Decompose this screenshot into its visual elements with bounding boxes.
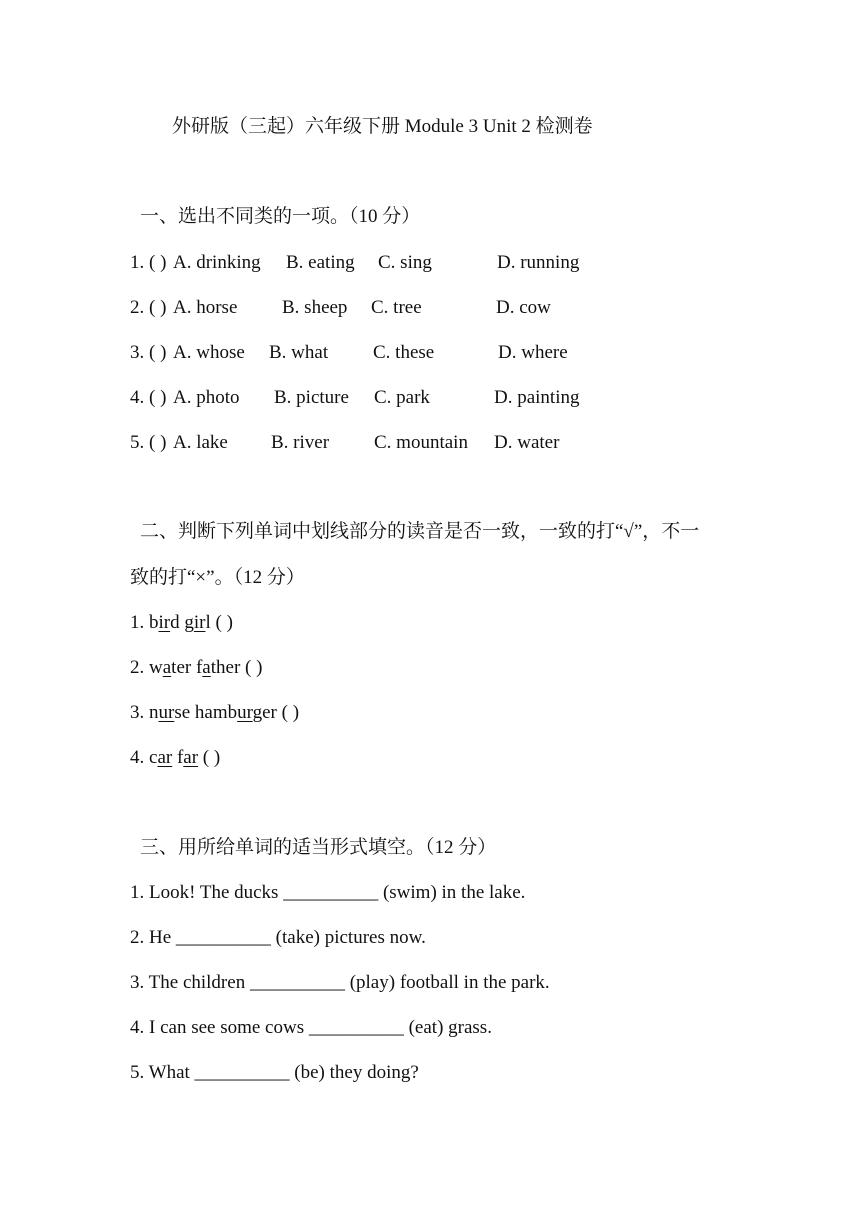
question-number: 2. ( ): [130, 297, 167, 318]
underlined-part: ur: [237, 702, 253, 723]
underlined-part: a: [202, 657, 211, 678]
option-c: C. these: [373, 342, 435, 363]
text-part: l ( ): [205, 612, 233, 633]
text-part: ger ( ): [252, 702, 300, 723]
section3-heading: 三、用所给单词的适当形式填空。（12 分）: [140, 837, 497, 858]
option-a: A. whose: [173, 342, 245, 363]
option-c: C. tree: [371, 297, 422, 318]
text-part: 2. w: [130, 657, 163, 678]
option-b: B. what: [269, 342, 329, 363]
text-part: ( ): [198, 747, 221, 768]
underlined-part: ir: [158, 612, 171, 633]
question-row: [130, 431, 730, 575]
section2-heading-line1: 二、判断下列单词中划线部分的读音是否一致，一致的打“√”，不一: [140, 521, 700, 542]
option-b: B. picture: [274, 387, 349, 408]
option-a: A. horse: [173, 297, 238, 318]
question-number: 4. ( ): [130, 387, 167, 408]
question-number: 5. ( ): [130, 432, 167, 453]
underlined-part: a: [162, 657, 172, 678]
list-item: 3. The children __________ (play) football in the park.: [130, 972, 550, 993]
list-item: [130, 746, 220, 770]
list-item: [130, 701, 299, 725]
list-item: [130, 656, 262, 680]
underlined-part: ir: [193, 612, 206, 633]
underlined-part: ar: [183, 747, 199, 768]
option-d: D. cow: [496, 297, 551, 318]
text-part: se hamb: [174, 702, 238, 723]
list-item: 2. He __________ (take) pictures now.: [130, 927, 426, 948]
option-d: D. where: [498, 342, 568, 363]
option-b: B. river: [271, 432, 330, 453]
option-c: C. mountain: [374, 432, 468, 453]
text-part: 4. c: [130, 747, 158, 768]
option-a: A. lake: [173, 432, 228, 453]
option-a: A. drinking: [173, 252, 261, 273]
text-part: ter f: [171, 657, 203, 678]
option-c: C. park: [374, 387, 430, 408]
option-d: D. painting: [494, 387, 580, 408]
option-b: B. sheep: [282, 297, 348, 318]
text-part: 1. b: [130, 612, 159, 633]
text-part: ther ( ): [210, 657, 263, 678]
page-title: 外研版（三起）六年级下册 Module 3 Unit 2 检测卷: [172, 116, 593, 137]
option-a: A. photo: [173, 387, 240, 408]
underlined-part: ur: [158, 702, 175, 723]
list-item: [130, 611, 233, 635]
text-part: f: [172, 747, 184, 768]
text-part: 3. n: [130, 702, 159, 723]
option-d: D. water: [494, 432, 560, 453]
list-item: 1. Look! The ducks __________ (swim) in the lake.: [130, 882, 526, 903]
option-d: D. running: [497, 252, 580, 273]
section2-heading-line2: 致的打“×”。（12 分）: [130, 567, 305, 588]
question-number: 3. ( ): [130, 342, 167, 363]
question-number: 1. ( ): [130, 252, 167, 273]
option-c: C. sing: [378, 252, 432, 273]
list-item: 4. I can see some cows __________ (eat) grass.: [130, 1017, 492, 1038]
section1-heading: 一、选出不同类的一项。（10 分）: [140, 206, 421, 227]
list-item: 5. What __________ (be) they doing?: [130, 1062, 419, 1083]
text-part: d g: [170, 612, 194, 633]
option-b: B. eating: [286, 252, 355, 273]
underlined-part: ar: [157, 747, 173, 768]
